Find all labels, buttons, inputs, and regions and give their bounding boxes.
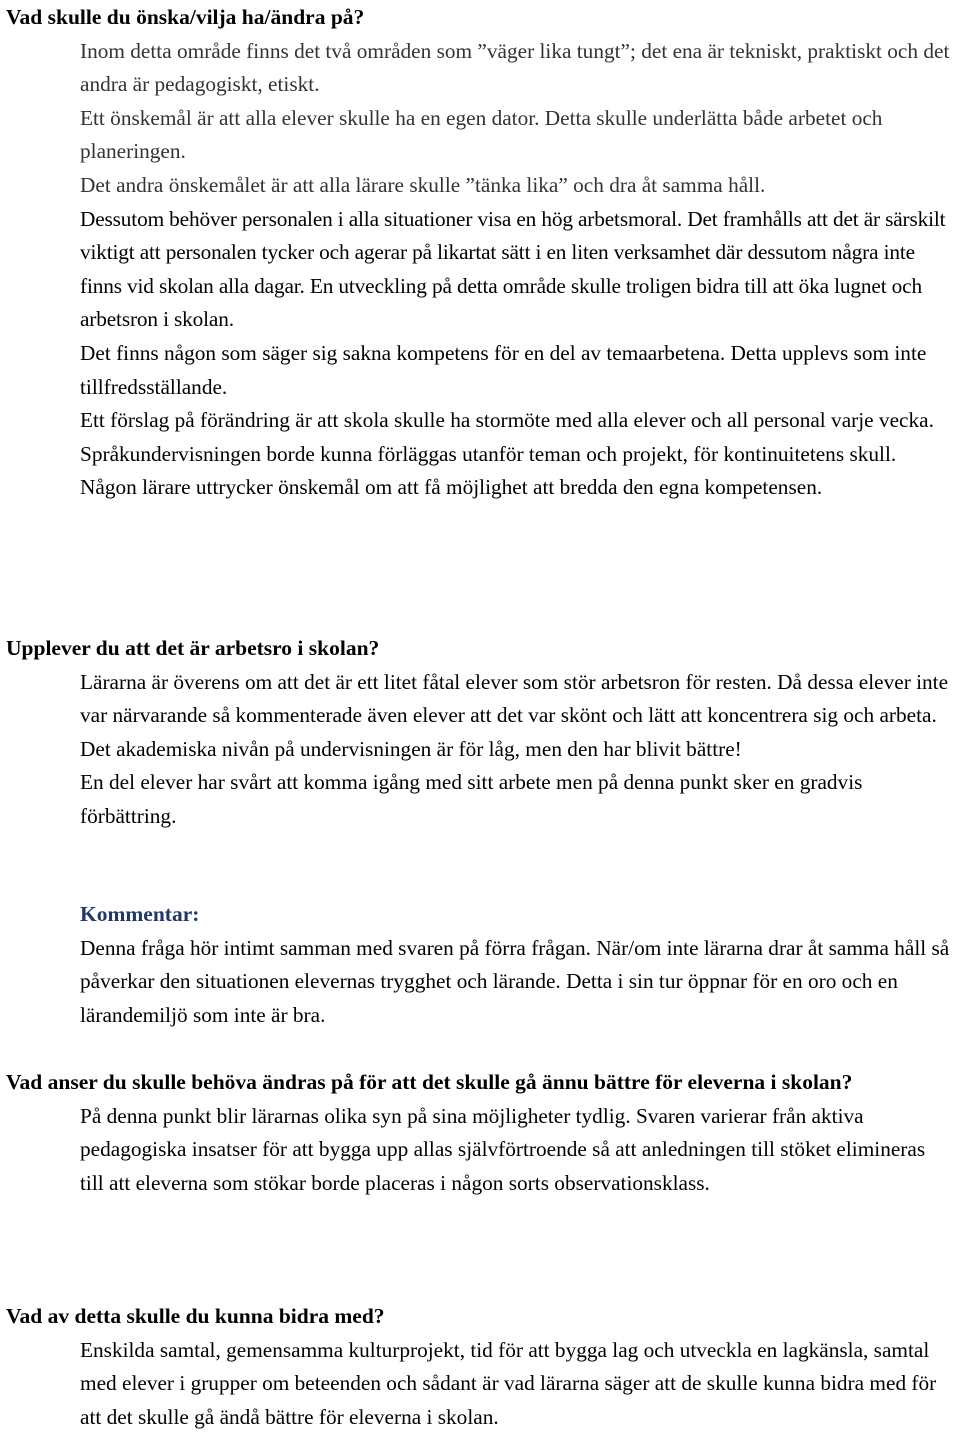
comment-block	[0, 898, 950, 1032]
section-wishes	[0, 1, 950, 505]
paragraph: Det akademiska nivån på undervisningen är för låg, men den har blivit bättre!	[80, 736, 742, 761]
paragraph: Det finns någon som säger sig sakna kompetens för en del av temaarbetena. Detta upplevs som inte tillfredsställande.	[80, 340, 927, 399]
paragraph: På denna punkt blir lärarnas olika syn på sina möjligheter tydlig. Svaren varierar från aktiva pedagogiska insatser för att bygga upp allas självförtroende så att anledningen till stöket elimineras till att eleverna som stökar borde placeras i någon sorts observationsklass.	[80, 1103, 926, 1195]
paragraph: Det andra önskemålet är att alla lärare skulle ”tänka lika” och dra åt samma håll.	[80, 172, 766, 197]
paragraph: Språkundervisningen borde kunna förläggas utanför teman och projekt, för kontinuitetens skull.	[80, 441, 897, 466]
section-heading: Upplever du att det är arbetsro i skolan?	[6, 636, 380, 660]
section-contribution	[0, 1300, 950, 1434]
section-heading: Vad av detta skulle du kunna bidra med?	[6, 1304, 385, 1328]
paragraph: En del elever har svårt att komma igång med sitt arbete men på denna punkt sker en gradvis förbättring.	[80, 770, 863, 828]
paragraph: Ett önskemål är att alla elever skulle ha en egen dator. Detta skulle underlätta både arbetet och planeringen.	[80, 105, 883, 164]
paragraph: Enskilda samtal, gemensamma kulturprojekt, tid för att bygga lag och utveckla en lagkänsla, samtal med elever i grupper om beteenden och sådant är vad lärarna säger att de skulle kunna bidra med för att det skulle gå ändå bättre för eleverna i skolan.	[80, 1337, 937, 1429]
paragraph: Lärarna är överens om att det är ett litet fåtal elever som stör arbetsron för resten. Då dessa elever inte var närvarande så kommenterade även elever att det var skönt och lätt att koncentrera sig och arbeta.	[80, 669, 949, 728]
paragraph: Dessutom behöver personalen i alla situationer visa en hög arbetsmoral. Det framhålls att det är särskilt viktigt att personalen tycker och agerar på likartat sätt i en liten verksamhet där dessutom några inte finns vid skolan alla dagar. En utveckling på detta område skulle troligen bidra till att öka lugnet och arbetsron i skolan.	[80, 206, 946, 332]
section-heading: Vad anser du skulle behöva ändras på för att det skulle gå ännu bättre för eleverna i skolan?	[6, 1070, 853, 1094]
section-heading: Vad skulle du önska/vilja ha/ändra på?	[6, 5, 365, 29]
paragraph: Ett förslag på förändring är att skola skulle ha stormöte med alla elever och all personal varje vecka.	[80, 408, 934, 433]
paragraph: Någon lärare uttrycker önskemål om att få möjlighet att bredda den egna kompetensen.	[80, 475, 823, 500]
comment-text: Denna fråga hör intimt samman med svaren på förra frågan. När/om inte lärarna drar åt samma håll så påverkar den situationen elevernas trygghet och lärande. Detta i sin tur öppnar för en oro och en lärandemiljö som inte är bra.	[80, 935, 950, 1027]
paragraph: Inom detta område finns det två områden som ”väger lika tungt”; det ena är tekniskt, praktiskt och det andra är pedagogiskt, etiskt.	[80, 38, 950, 97]
section-work-calm	[0, 632, 950, 834]
comment-label: Kommentar:	[80, 902, 200, 926]
section-changes	[0, 1066, 950, 1200]
